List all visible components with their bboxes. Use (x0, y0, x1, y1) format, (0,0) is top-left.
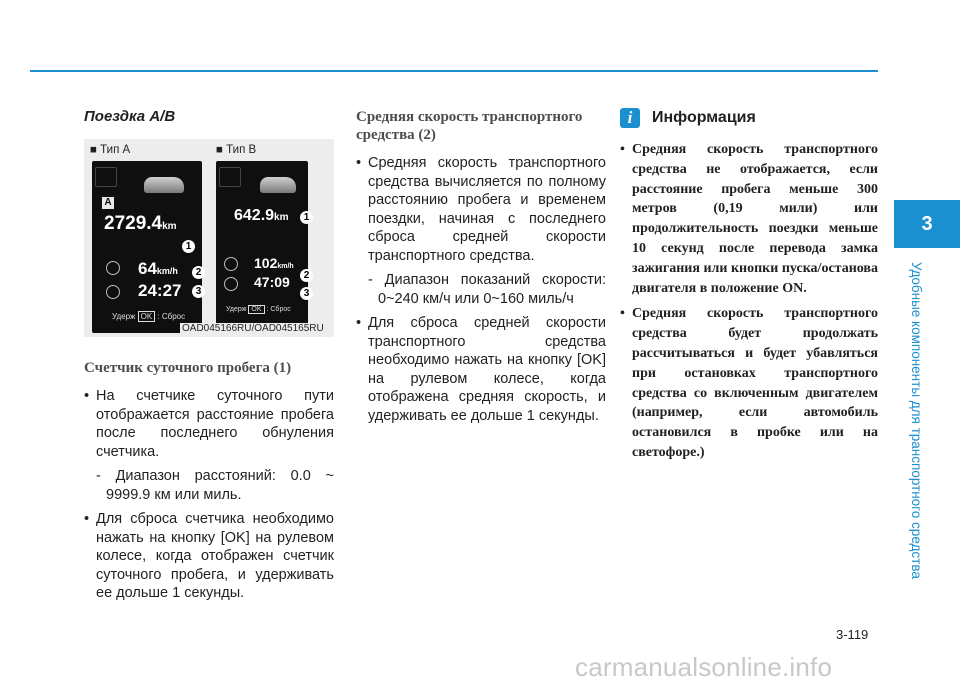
header-rule (30, 70, 878, 72)
speedometer-icon (106, 261, 120, 275)
trip-distance-unit: km (162, 221, 177, 232)
watermark: carmanualsonline.info (575, 652, 833, 682)
info-icon: i (620, 108, 640, 128)
average-speed-unit: km/h (277, 263, 294, 270)
elapsed-time: 47:09 (254, 274, 290, 290)
trip-distance-unit: km (274, 212, 289, 223)
average-speed-heading: Средняя скорость транспортного средства (2) (356, 109, 583, 143)
car-icon (144, 177, 184, 193)
trip-distance-value: 2729.4 (104, 213, 163, 234)
info-title: Информация (652, 109, 756, 126)
hold-text: Удерж (112, 312, 136, 321)
page-number: 3-119 (836, 627, 869, 642)
callout-1: 1 (300, 211, 313, 224)
ok-key-label: OK (138, 311, 156, 322)
fuel-box-icon (219, 167, 241, 187)
cluster-screen-b (216, 161, 308, 333)
fuel-box-icon (95, 167, 117, 187)
callout-3: 3 (192, 285, 205, 298)
chapter-tab (894, 200, 960, 248)
trip-meter-range: - Диапазон расстояний: 0.0 ~ 9999.9 км или миль. (96, 468, 334, 503)
list-item (84, 387, 334, 504)
average-speed-unit: km/h (156, 266, 178, 276)
callout-3: 3 (300, 287, 313, 300)
trip-meter-heading: Счетчик суточного пробега (1) (84, 360, 292, 376)
trip-title: Поездка A/B (84, 108, 176, 125)
panel-type-a (84, 139, 206, 337)
trip-meter-list (84, 387, 334, 603)
average-speed-bullet-2: Для сброса средней скорости транспортного средства необходимо нажать на кнопку [OK] на рулевом колесе, когда отображена средняя скорость, и удерживать ее дольше 1 секунды. (368, 315, 606, 424)
left-column (84, 108, 334, 609)
car-icon (260, 177, 296, 193)
callout-2: 2 (300, 269, 313, 282)
trip-meter-bullet-1: На счетчике суточного пути отображается расстояние пробега после последнего обнуления счетчика. (96, 388, 334, 460)
speedometer-icon (224, 257, 238, 271)
list-item (356, 154, 606, 308)
elapsed-time: 24:27 (138, 281, 182, 300)
average-speed-range: - Диапазон показаний скорости: 0~240 км/ч или 0~160 миль/ч (368, 272, 606, 307)
panel-type-b (210, 139, 332, 337)
reset-text: : Сброс (266, 306, 291, 313)
ok-key-label: OK (248, 305, 264, 314)
middle-column (356, 108, 606, 431)
average-speed-list (356, 154, 606, 425)
info-box (620, 108, 878, 469)
cluster-figure (84, 139, 334, 337)
info-header (620, 108, 878, 128)
list-item: • Средняя скорость транспортного средства не отображается, если расстояние пробега меньше 300 метров (0,19 мили) или продолжительность поездки меньше 10 секунд после перевода замка зажигания или кнопки пуска/останова двигателя в положение ON. (620, 140, 878, 298)
hold-text: Удерж (226, 306, 247, 313)
panel-b-label: ■ Тип B (216, 144, 257, 156)
callout-1: 1 (182, 240, 195, 253)
trip-distance (234, 207, 289, 225)
chapter-title: Удобные компоненты для транспортного средства (909, 262, 924, 579)
mode-letter: A (102, 197, 114, 209)
list-item: • Средняя скорость транспортного средства будет продолжать рассчитываться и будет убавляться при остановках транспортного средства со включенным двигателем (например, если автомобиль остановился в пробке или на светофоре.) (620, 304, 878, 462)
average-speed-bullet-1: Средняя скорость транспортного средства вычисляется по полному расстоянию пробега и временем поездки, начиная с последнего сброса средней скорости транспортного средства. (368, 155, 606, 264)
trip-meter-bullet-2: Для сброса счетчика необходимо нажать на кнопку [OK] на рулевом колесе, когда отображен счетчик суточного пробега, и удерживать ее дольше 1 секунды. (96, 511, 334, 601)
trip-icon (122, 165, 146, 185)
callout-2: 2 (192, 266, 205, 279)
clock-icon (224, 277, 238, 291)
list-item (356, 314, 606, 425)
average-speed-value: 102 (254, 255, 278, 271)
figure-code: OAD045166RU/OAD045165RU (182, 323, 324, 334)
hold-reset-hint (226, 305, 291, 314)
trip-distance (104, 213, 177, 235)
trip-distance-value: 642.9 (234, 207, 275, 224)
list-item (84, 510, 334, 603)
panel-a-label: ■ Тип A (90, 144, 131, 156)
average-speed (254, 255, 294, 271)
average-speed (138, 259, 178, 279)
average-speed-value: 64 (138, 259, 157, 278)
clock-icon (106, 285, 120, 299)
chapter-number: 3 (921, 212, 933, 235)
reset-text: : Сброс (157, 312, 186, 321)
hold-reset-hint (112, 311, 185, 322)
info-list (620, 140, 878, 463)
